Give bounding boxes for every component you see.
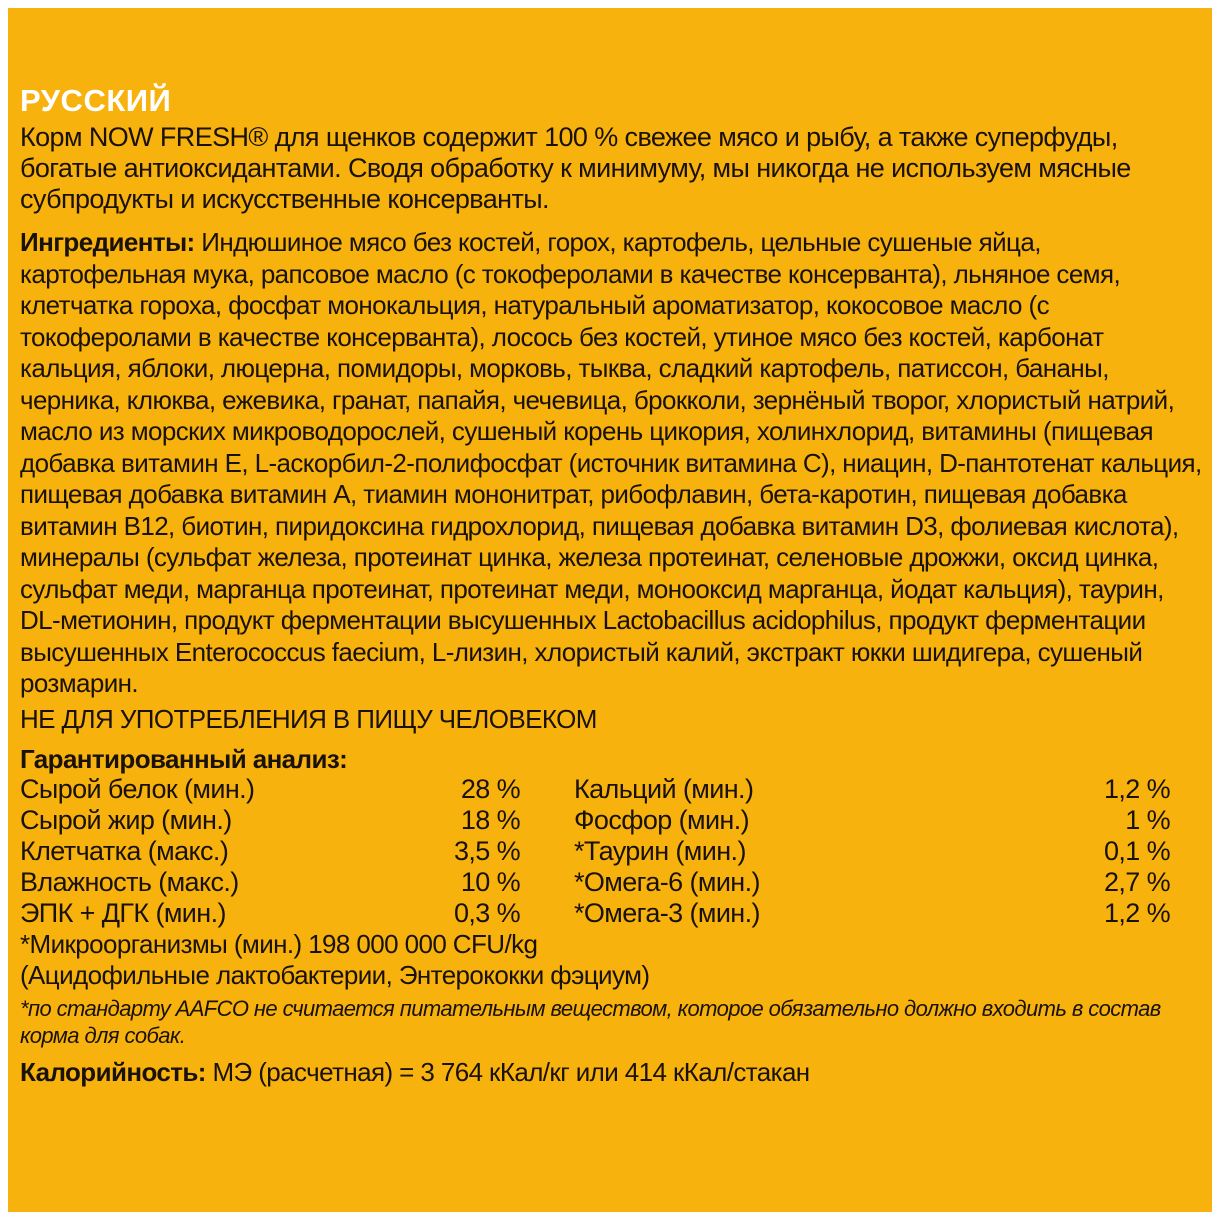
analysis-item-name: *Таурин (мин.) xyxy=(574,835,746,866)
aafco-footnote: *по стандарту AAFCO не считается питательным веществом, которое обязательно должно входить в состав корма для собак. xyxy=(20,995,1161,1048)
analysis-item-value: 1,2 % xyxy=(1103,773,1170,804)
analysis-item-name: ЭПК + ДГК (мин.) xyxy=(20,897,226,928)
language-heading: РУССКИЙ xyxy=(20,83,172,118)
analysis-column-left xyxy=(20,774,520,929)
analysis-item-value: 1,2 % xyxy=(1103,897,1170,928)
ingredients-text: Индюшиное мясо без костей, горох, картофель, цельные сушеные яйца, картофельная мука, рапсовое масло (с токоферолами в качестве консерванта), льняное семя, клетчатка гороха, фосфат монокальция, натуральный ароматизатор, кокосовое масло (с токоферолами в качестве консерванта), лосось без костей, утиное мясо без костей, карбонат кальция, яблоки, люцерна, помидоры, морковь, тыква, сладкий картофель, патиссон, бананы, черника, клюква, ежевика, гранат, папайя, чечевица, брокколи, зернёный творог, хлористый натрий, масло из морских микроводорослей, сушеный корень цикория, холинхлорид, витамины (пищевая добавка витамин E, L-аскорбил-2-полифосфат (источник витамина C), ниацин, D-пантотенат кальция, пищевая добавка витамин A, тиамин мононитрат, рибофлавин, бета-каротин, пищевая добавка витамин B12, биотин, пиридоксина гидрохлорид, пищевая добавка витамин D3, фолиевая кислота), минералы (сульфат железа, протеинат цинка, железа протеинат, селеновые дрожжи, оксид цинка, сульфат меди, марганца протеинат, протеинат меди, монооксид марганца, йодат кальция), таурин, DL-метионин, продукт ферментации высушенных Lactobacillus acidophilus, продукт ферментации высушенных Enterococcus faecium, L-лизин, хлористый калий, экстракт юкки шидигера, сушеный розмарин. xyxy=(20,227,1202,698)
analysis-row xyxy=(20,836,520,867)
analysis-title: Гарантированный анализ: xyxy=(20,743,348,774)
human-consumption-warning: НЕ ДЛЯ УПОТРЕБЛЕНИЯ В ПИЩУ ЧЕЛОВЕКОМ xyxy=(20,703,597,734)
calories-line xyxy=(20,1057,1206,1088)
analysis-table xyxy=(20,774,1170,929)
analysis-row xyxy=(574,805,1170,836)
analysis-row xyxy=(574,836,1170,867)
analysis-item-name: *Омега-3 (мин.) xyxy=(574,897,760,928)
analysis-row xyxy=(20,867,520,898)
intro-paragraph: Корм NOW FRESH® для щенков содержит 100 % свежее мясо и рыбу, а также суперфуды, богатые антиоксидантами. Сводя обработку к минимуму, мы никогда не используем мясные субпродукты и искусственные консерванты. xyxy=(20,122,1131,214)
label-content xyxy=(20,82,1206,1088)
analysis-item-value: 28 % xyxy=(460,773,520,804)
microorganisms-strains: (Ацидофильные лактобактерии, Энтерококки фэциум) xyxy=(20,959,650,990)
calories-text: МЭ (расчетная) = 3 764 кКал/кг или 414 кКал/стакан xyxy=(205,1056,810,1087)
analysis-row xyxy=(20,805,520,836)
analysis-row xyxy=(20,898,520,929)
microorganisms-line: *Микроорганизмы (мин.) 198 000 000 CFU/kg xyxy=(20,928,538,959)
ingredients-label: Ингредиенты: xyxy=(20,227,195,257)
label-panel xyxy=(8,8,1212,1212)
analysis-item-value: 2,7 % xyxy=(1103,866,1170,897)
analysis-row xyxy=(20,774,520,805)
analysis-item-name: Сырой белок (мин.) xyxy=(20,773,255,804)
analysis-row xyxy=(574,898,1170,929)
analysis-item-name: Сырой жир (мин.) xyxy=(20,804,232,835)
analysis-column-right xyxy=(574,774,1170,929)
analysis-item-name: Влажность (макс.) xyxy=(20,866,239,897)
analysis-item-value: 0,3 % xyxy=(453,897,520,928)
analysis-item-name: Кальций (мин.) xyxy=(574,773,754,804)
analysis-row xyxy=(574,774,1170,805)
analysis-item-name: *Омега-6 (мин.) xyxy=(574,866,760,897)
analysis-item-value: 0,1 % xyxy=(1103,835,1170,866)
analysis-item-name: Клетчатка (макс.) xyxy=(20,835,229,866)
calories-label: Калорийность: xyxy=(20,1056,206,1087)
analysis-row xyxy=(574,867,1170,898)
ingredients-paragraph xyxy=(20,227,1206,700)
analysis-item-name: Фосфор (мин.) xyxy=(574,804,750,835)
analysis-item-value: 3,5 % xyxy=(453,835,520,866)
analysis-item-value: 1 % xyxy=(1125,804,1170,835)
analysis-item-value: 10 % xyxy=(460,866,520,897)
analysis-item-value: 18 % xyxy=(460,804,520,835)
